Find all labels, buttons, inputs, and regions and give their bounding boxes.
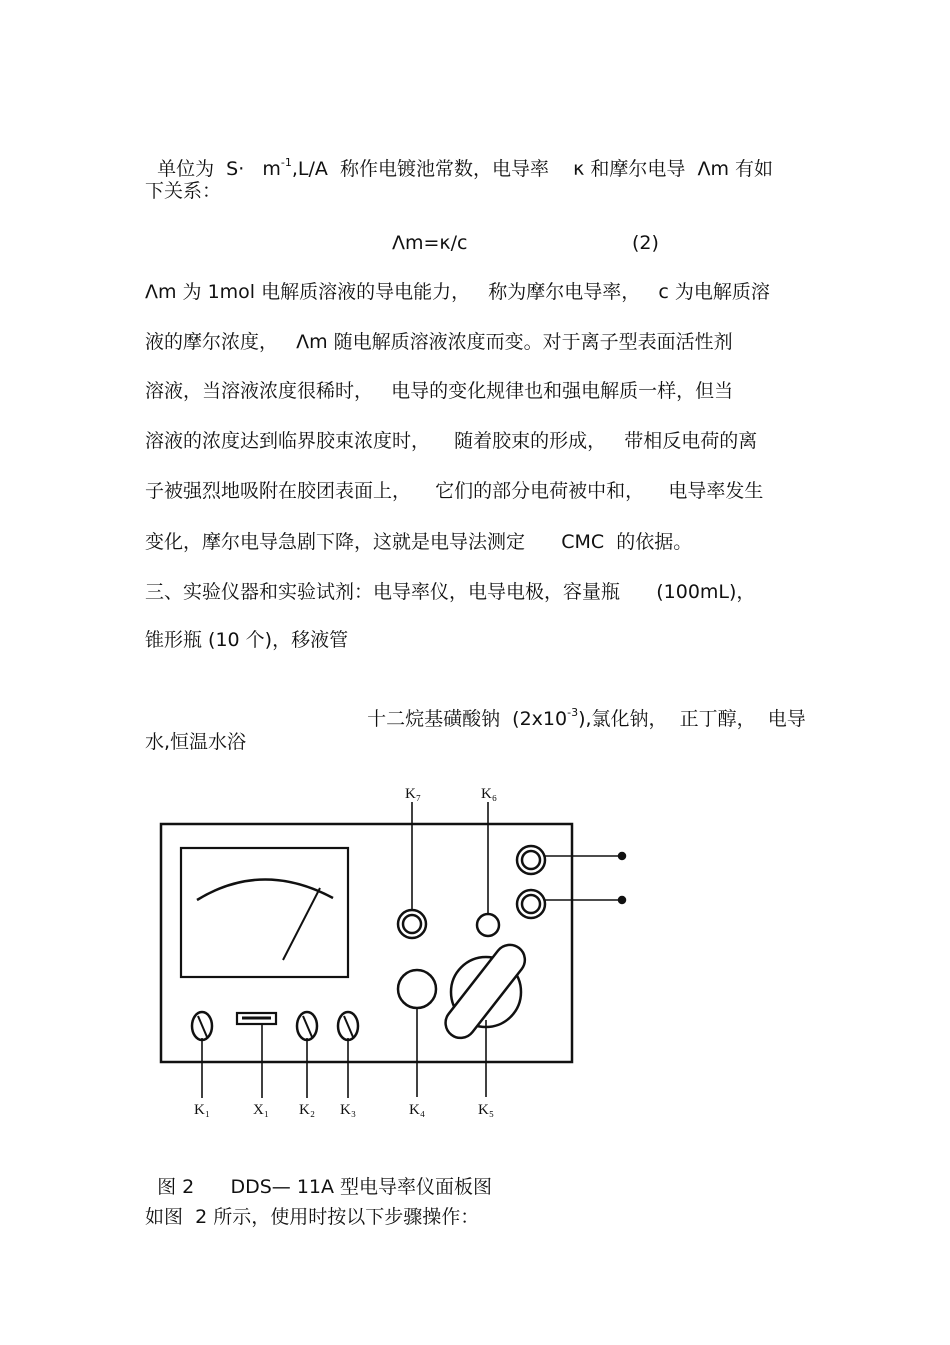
paragraph-line: 下关系： [145,180,222,202]
figure-title: DDS— 11A 型电导率仪面板图 [230,1176,493,1198]
equation: Λm=κ/c [392,232,468,254]
paragraph-line [145,130,773,180]
paragraph-line: 液的摩尔浓度， Λm 随电解质溶液浓度而变。对于离子型表面活性剂 [145,331,733,353]
superscript: -3 [567,706,579,719]
figure-number: 图 2 [157,1176,195,1198]
meter-scale-arc [197,879,333,900]
paragraph-line: Λm 为 1mol 电解质溶液的导电能力， 称为摩尔电导率， c 为电解质溶 [145,281,770,303]
paragraph-line: 变化，摩尔电导急剧下降，这就是电导法测定 CMC 的依据。 [145,531,693,553]
text-run: ,L/A 称作电镀池常数，电导率 κ 和摩尔电导 Λm 有如 [291,158,773,180]
equation-number: (2) [632,232,659,254]
label-k1: K₁ [194,1102,211,1118]
label-k5: K₅ [478,1102,495,1118]
text-run: 单位为 S· m [157,158,281,180]
paragraph-line: 水,恒温水浴 [145,731,247,753]
paragraph-line: 子被强烈地吸附在胶团表面上， 它们的部分电荷被中和， 电导率发生 [145,480,764,502]
k6-knob [477,914,499,936]
text-run: 十二烷基磺酸钠 (2x10 [367,708,568,730]
paragraph-line [355,680,806,730]
text-run: ),氯化钠， 正丁醇， 电导 [578,708,806,730]
figure-caption [145,1154,492,1198]
paragraph-line: 三、实验仪器和实验试剂：电导率仪，电导电极，容量瓶 (100mL)， [145,581,756,603]
label-k7: K₇ [405,786,422,802]
conductivity-meter-panel-diagram [150,780,640,1125]
label-k3: K₃ [340,1102,357,1118]
label-k6: K₆ [481,786,498,802]
paragraph-line: 锥形瓶 (10 个)，移液管 [145,629,349,651]
paragraph-line: 如图 2 所示，使用时按以下步骤操作： [145,1206,480,1228]
label-x1: X₁ [253,1102,270,1118]
panel-frame [161,824,572,1062]
paragraph-line: 溶液，当溶液浓度很稀时， 电导的变化规律也和强电解质一样，但当 [145,380,734,402]
label-k2: K₂ [299,1102,316,1118]
label-k4: K₄ [409,1102,426,1118]
meter-needle [283,888,320,960]
meter-window [181,848,348,977]
k4-knob [398,970,436,1008]
paragraph-line: 溶液的浓度达到临界胶束浓度时， 随着胶束的形成， 带相反电荷的离 [145,430,758,452]
superscript: -1 [280,156,292,169]
